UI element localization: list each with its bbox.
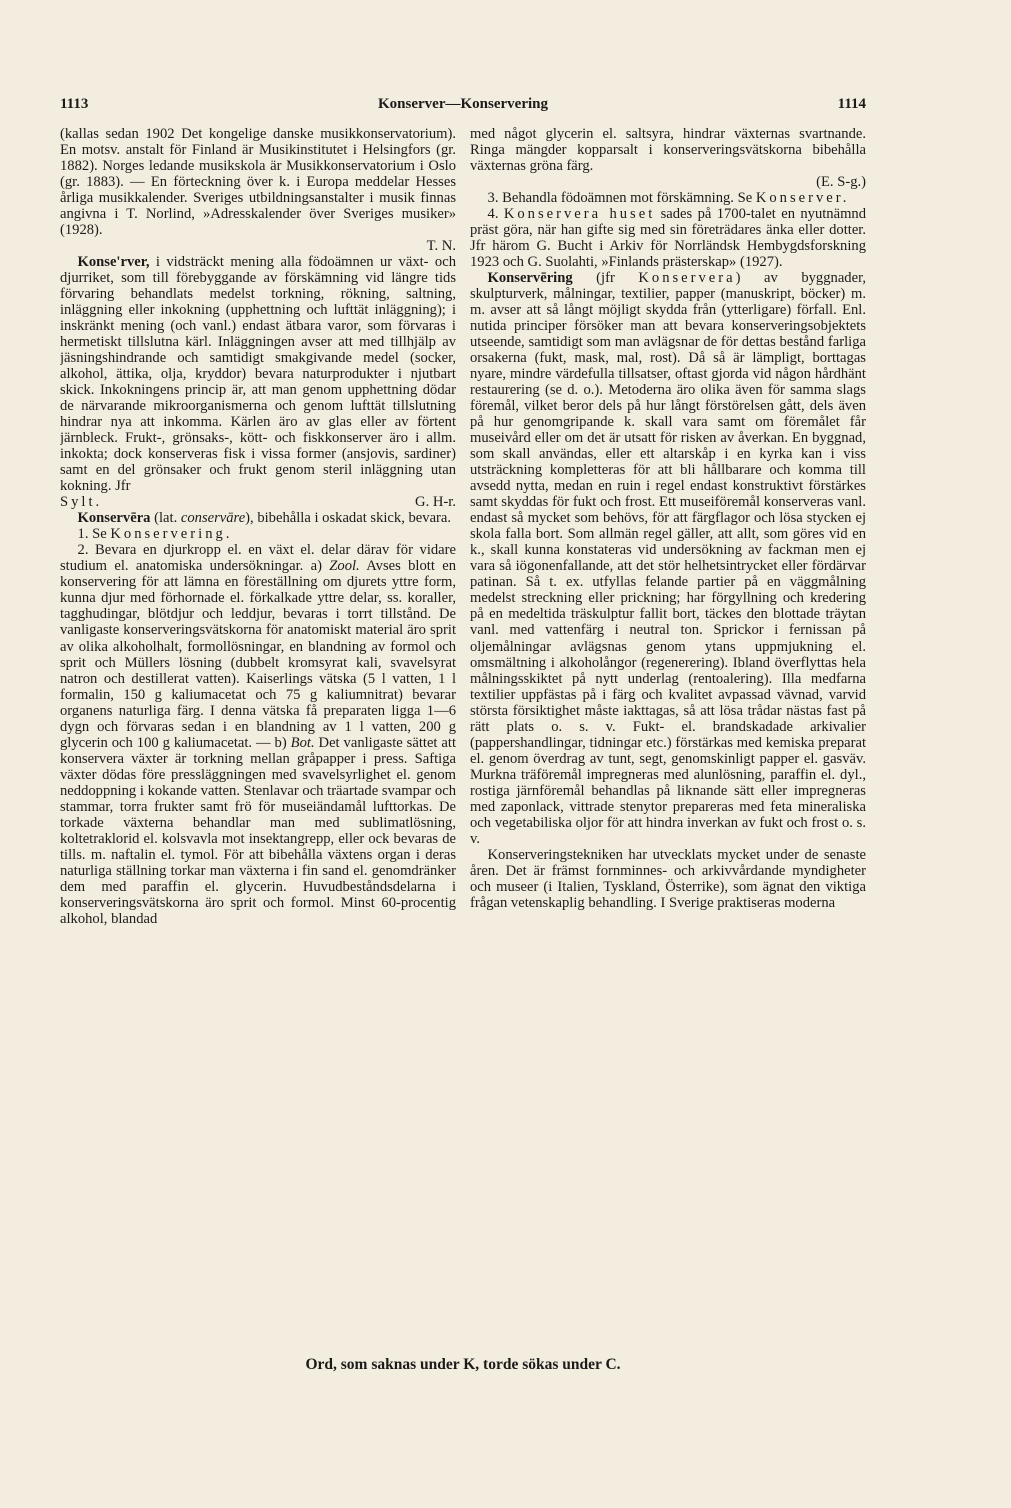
entry-konservering: Konservēring (jfr Konservera) av byggnader, skulpturverk, målningar, textilier, papper (manuskript, böcker) m. m. avser att så långt möjligt skydda från (ytterligare) förfall. Enl. nutida principer försöker man att bevara konserveringsobjektets utseende, samtidigt som man avlägsnar de för dettas bestånd farliga orsakerna (fukt, mask, mal, rost). Då så är lämpligt, borttagas nyare, mindre värdefulla tillsatser, oftast gjorda vid någon hårdhänt restaurering (se d. o.). Metoderna äro olika även för samma slags föremål, vilket beror dels på hur långt förstörelsen gått, dels även på hur genomgripande k. skall vara samt om föremålet får museivård eller om det är utsatt för risken av åverkan. En byggnad, som skall användas, eller ett altarskåp i en kyrka kan i viss utsträckning kompletteras för att bli hållbarare och komma till avsedd nytta, medan en ruin i regel endast konstruktivt förstärkes samt skyddas för fukt och frost. Ett museiföremål konserveras vanl. endast så mycket som behövs, för att färgflagor och lösa stycken ej skola falla bort. Som allmän regel gäller, att allt, som göres vid en k., skall kunna konstateras vid undersökning av fackman men ej vara så iögonenfallande, att det stör helhetsintrycket eller fördärvar patinan. Så t. ex. utfyllas felande partier på en väggmålning medelst streckning eller prickning; har förgyllning och kredering på en medeltida träskulptur fallit bort, täckes den blottade träytan vanl. med vattenfärg i neutral ton. Sprickor i fernissan på oljemålningar avlägsnas genom ytans uppmjukning el. omsmältning i alkoholångor (regenerering). Ibland överflyttas hela målningsskiktet på nytt underlag (rentoalering). Illa medfarna textilier uppfästas på i färg och kvalitet avpassad vävnad, varvid största försiktighet måste iakttagas, så att lösa trådar nästas fast på rätt plats o. s. v. Fukt- el. brandskadade arkivalier (pappershandlingar, tidningar etc.) förstärkas med kemiska preparat el. genom överdrag av tunt, segt, genomskinligt papper el. gasväv. Murkna träföremål impregneras med alunlösning, paraffin el. dyl., rostiga järnföremål behandlas på liknande sätt eller impregneras med zaponlack, vittrade stenytor prepareras med feta mineraliska och vegetabiliska oljor för att hindra inverkan av fukt och frost o. s. v. bbox=[470, 270, 866, 847]
headword-konservera: Konservēra bbox=[77, 510, 151, 527]
sense-4: 4. Konservera huset sades på 1700-talet en nyutnämnd präst göra, när han gifte sig med sin företrädares änka eller dotter. Jfr härom G. Bucht i Arkiv för Norrländsk Hembygdsforskning 1923 och G. Suolahti, »Finlands prästerskap» (1927). bbox=[470, 206, 866, 271]
page-footer-note: Ord, som saknas under K, torde sökas under C. bbox=[305, 1356, 621, 1373]
entry-konserver: Konse'rver, i vidsträckt mening alla födoämnen ur växt- och djurriket, som till förebyggande av förskämning vid längre tids förvaring behandlats medelst torkning, rökning, saltning, inläggning eller inkokning (upphettning och lufttät inläggning); i inskränkt mening (och vanl.) endast ätbara varor, som förvaras i hermetiskt tillslutna kärl. Inläggningen avser att med tillhjälp av jäsningshindrande och samtidigt smakgivande medel (socker, alkohol, ättika, olja, kryddor) bevara naturprodukter i njutbart skick. Inkokningens princip är, att man genom upphettning dödar de närvarande mikroorganismerna och genom lufttät tillslutning hindrar nya att inkomma. Kärlen äro av glas eller av förtent järnbleck. Frukt-, grönsaks-, kött- och fiskkonserver äro i allm. inkokta; dock konserveras fisk i vissa former (ansjovis, sardiner) samt en del grönsaker och frukt genom steril inläggning utan kokning. Jfr bbox=[60, 254, 456, 495]
sense-1: 1. Se Konservering. bbox=[77, 526, 233, 543]
left-column bbox=[60, 126, 456, 1348]
page-number-left: 1113 bbox=[60, 96, 89, 112]
cross-reference: Konservering. bbox=[110, 526, 233, 543]
signature: (E. S-g.) bbox=[816, 174, 866, 191]
right-column bbox=[470, 126, 866, 1348]
cross-reference: Konservera huset bbox=[503, 206, 656, 223]
entry-konserver-end bbox=[60, 494, 456, 510]
entry-konservatorium-end: (kallas sedan 1902 Det kongelige danske musikkonservatorium). En motsv. anstalt för Finland är Musikinstitutet i Helsingfors (gr. 1882). Norges ledande musikskola är Musikkonservatorium i Oslo (gr. 1883). — En förteckning över k. i Europa meddelar Hesses årliga musikkalender. Sveriges utbildningsanstalter i musik finnas angivna i T. Norlind, »Adresskalender över Sveriges musiker» (1928). bbox=[60, 126, 456, 239]
entry-konservera: Konservēra (lat. conservāre), bibehålla i oskadat skick, bevara. bbox=[77, 510, 452, 527]
page-header bbox=[60, 96, 866, 118]
running-title: Konserver—Konservering bbox=[378, 96, 548, 112]
sense-3: 3. Behandla födoämnen mot förskämning. Se Konserver. bbox=[487, 190, 850, 207]
sense-2: 2. Bevara en djurkropp el. en växt el. delar därav för vidare studium el. anatomiska undersökningar. a) Zool. Avses blott en konservering för att lämna en föreställning om djurets yttre form, kunna djur med förhornade el. förkalkade yttre delar, ss. koraller, tagghudingar, blötdjur och leddjur, bevaras i torrt tillstånd. De vanligaste konserveringsvätskorna för anatomiskt material äro sprit av olika alkoholhalt, formollösningar, en blandning av formol och sprit och Müllers lösning (dubbelt kromsyrat kali, svavelsyrat natron och destillerat vatten). Kaiserlings vätska (5 l vatten, 1 l formalin, 150 g kaliumacetat och 75 g kaliumnitrat) bevarar organens naturliga färg. I denna vätska få preparaten ligga 1—6 dygn och förvaras sedan i en blandning av 1 l vatten, 200 g glycerin och 100 g kaliumacetat. — b) Bot. Det vanligaste sättet att konservera växter är torkning mellan gråpapper i press. Saftiga växter dödas före pressläggningen med svavelsyrlighet el. genom neddoppning i kokande vatten. Stenlavar och träartade svampar och stammar, torra frukter samt frö för museiändamål lufttorkas. De torkade växterna behandlar man med sublimatlösning, koltetraklorid el. kolsvavla mot insektangrepp, eller ock bevaras de tills. m. naftalin el. tymol. För att bibehålla växtens organ i deras naturliga ställning torkar man växterna i fin sand el. genomdränker dem med paraffin el. glycerin. Huvudbeståndsdelarna i konserveringsvätskorna äro sprit och formol. Minst 60-procentig alkohol, blandad bbox=[60, 542, 456, 927]
cross-reference: Konserver. bbox=[755, 190, 850, 207]
headword-konservering: Konservēring bbox=[487, 270, 573, 287]
page-number-right: 1114 bbox=[837, 96, 866, 112]
cross-reference: Konservera bbox=[638, 270, 736, 287]
signature: T. N. bbox=[426, 238, 456, 255]
headword-konserver: Konse'rver, bbox=[77, 254, 150, 271]
cross-reference: Sylt. bbox=[60, 494, 103, 511]
sense-2-continued: med något glycerin el. saltsyra, hindrar växternas svartnande. Ringa mängder kopparsalt i konserveringsvätskorna bibehålla växternas gröna färg. bbox=[470, 126, 866, 175]
signature: G. H-r. bbox=[415, 494, 456, 511]
entry-konservering-continued: Konserveringstekniken har utvecklats mycket under de senaste åren. Det är främst fornminnes- och arkivvårdande myndigheter och museer (i Italien, Tyskland, Österrike), som ägnat den viktiga frågan vetenskaplig behandling. I Sverige praktiseras moderna bbox=[470, 846, 866, 911]
